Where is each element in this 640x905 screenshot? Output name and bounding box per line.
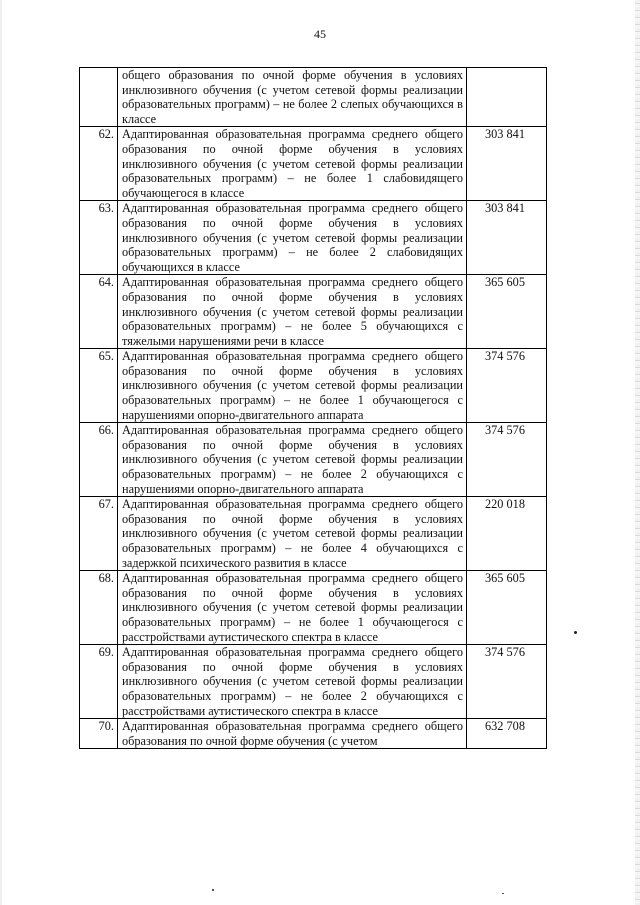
scan-edge-left <box>0 0 2 905</box>
program-description: Адаптированная образовательная программа среднего общего образования по очной форме обучения в условиях инклюзивного обучения (с учетом сетевой формы реализации образовательных программ) – не более 2 обучающихся с нарушениями опорно-двигательного аппарата <box>118 423 467 497</box>
scan-speck <box>502 893 504 894</box>
program-description: Адаптированная образовательная программа среднего общего образования по очной форме обучения в условиях инклюзивного обучения (с учетом сетевой формы реализации образовательных программ) – не более 1 обучающегося с нарушениями опорно-двигательного аппарата <box>118 349 467 423</box>
page-number: 45 <box>314 27 326 41</box>
row-number: 62. <box>80 127 118 201</box>
cost-value: 374 576 <box>467 423 547 497</box>
row-number: 66. <box>80 423 118 497</box>
cost-value: 632 708 <box>467 719 547 749</box>
table-row <box>80 571 547 645</box>
program-description: Адаптированная образовательная программа среднего общего образования по очной форме обучения в условиях инклюзивного обучения (с учетом сетевой формы реализации образовательных программ) – не более 1 обучающегося с расстройствами аутистического спектра в классе <box>118 571 467 645</box>
table-row <box>80 497 547 571</box>
scan-speck <box>574 631 577 634</box>
table-row <box>80 645 547 719</box>
table-row <box>80 127 547 201</box>
cost-value: 374 576 <box>467 645 547 719</box>
cost-value: 220 018 <box>467 497 547 571</box>
row-number: 63. <box>80 201 118 275</box>
table-row <box>80 719 547 749</box>
program-description: Адаптированная образовательная программа среднего общего образования по очной форме обучения в условиях инклюзивного обучения (с учетом сетевой формы реализации образовательных программ) – не более 2 слабовидящих обучающихся в классе <box>118 201 467 275</box>
row-number: 70. <box>80 719 118 749</box>
cost-value: 303 841 <box>467 201 547 275</box>
table-row <box>80 349 547 423</box>
program-description: Адаптированная образовательная программа среднего общего образования по очной форме обучения в условиях инклюзивного обучения (с учетом сетевой формы реализации образовательных программ) – не более 5 обучающихся с тяжелыми нарушениями речи в классе <box>118 275 467 349</box>
cost-value <box>467 68 547 127</box>
cost-value: 303 841 <box>467 127 547 201</box>
program-description: Адаптированная образовательная программа среднего общего образования по очной форме обучения в условиях инклюзивного обучения (с учетом сетевой формы реализации образовательных программ) – не более 4 обучающихся с задержкой психического развития в классе <box>118 497 467 571</box>
cost-value: 374 576 <box>467 349 547 423</box>
row-number: 65. <box>80 349 118 423</box>
program-description: Адаптированная образовательная программа среднего общего образования по очной форме обучения в условиях инклюзивного обучения (с учетом сетевой формы реализации образовательных программ) – не более 2 обучающихся с расстройствами аутистического спектра в классе <box>118 645 467 719</box>
program-description: общего образования по очной форме обучения в условиях инклюзивного обучения (с учетом сетевой формы реализации образовательных программ) – не более 2 слепых обучающихся в классе <box>118 68 467 127</box>
scan-edge-right <box>635 0 640 905</box>
scan-speck <box>212 889 214 891</box>
cost-value: 365 605 <box>467 275 547 349</box>
row-number: 64. <box>80 275 118 349</box>
table-row <box>80 423 547 497</box>
table-row <box>80 68 547 127</box>
row-number: 69. <box>80 645 118 719</box>
row-number: 68. <box>80 571 118 645</box>
table-row <box>80 201 547 275</box>
program-cost-table <box>79 67 547 749</box>
table-row <box>80 275 547 349</box>
program-description: Адаптированная образовательная программа среднего общего образования по очной форме обучения в условиях инклюзивного обучения (с учетом сетевой формы реализации образовательных программ) – не более 1 слабовидящего обучающегося в классе <box>118 127 467 201</box>
row-number: 67. <box>80 497 118 571</box>
program-description: Адаптированная образовательная программа среднего общего образования по очной форме обучения (с учетом <box>118 719 467 749</box>
row-number <box>80 68 118 127</box>
cost-value: 365 605 <box>467 571 547 645</box>
